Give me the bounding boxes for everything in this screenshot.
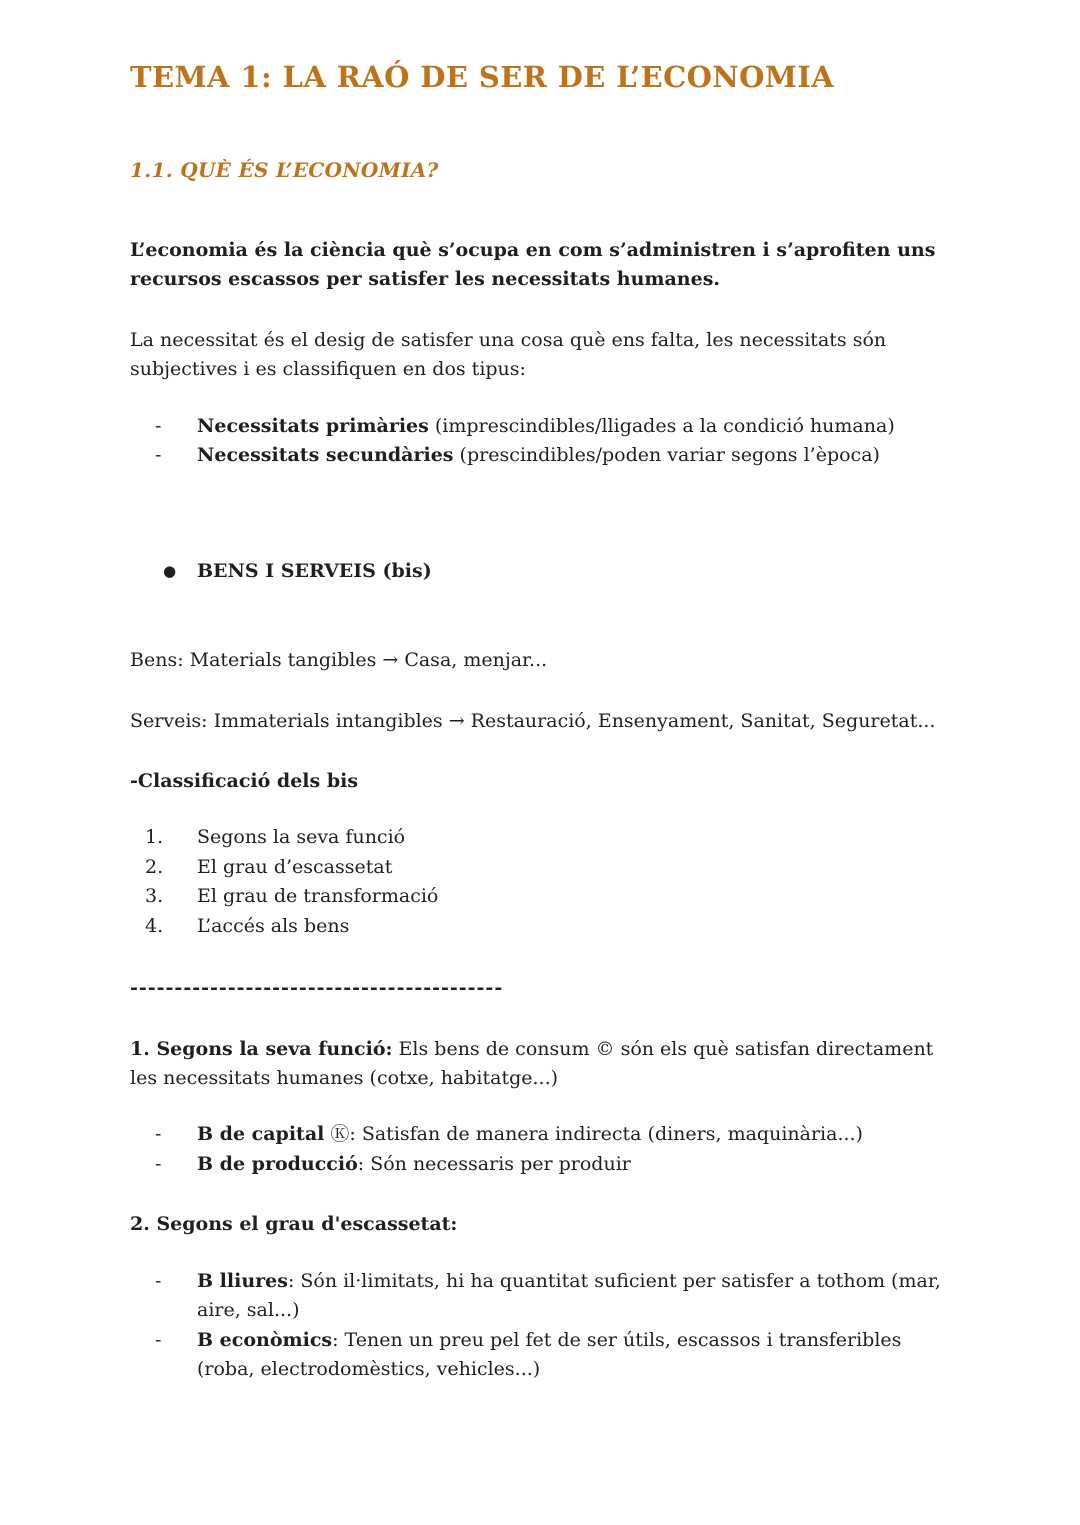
list-item <box>130 1150 950 1179</box>
funcio-paragraph <box>130 1035 950 1094</box>
classificacio-list <box>130 823 950 941</box>
escassetat-list <box>130 1267 950 1385</box>
escassetat-heading: 2. Segons el grau d'escassetat: <box>130 1213 458 1236</box>
list-number: 3. <box>145 885 164 908</box>
list-item-term: Necessitats primàries <box>197 414 429 437</box>
list-item <box>130 1120 950 1149</box>
bens-line: Bens: Materials tangibles → Casa, menjar... <box>130 649 548 672</box>
dash-marker: - <box>155 414 162 437</box>
necessitat-paragraph: La necessitat és el desig de satisfer una cosa què ens falta, les necessitats són subjectives i es classifiquen en dos tipus: <box>130 328 887 381</box>
needs-list <box>130 412 950 471</box>
funcio-lead: 1. Segons la seva funció: <box>130 1037 393 1060</box>
list-number: 1. <box>145 826 164 849</box>
list-item-text: El grau d’escassetat <box>197 855 393 878</box>
list-item-desc: (imprescindibles/lligades a la condició humana) <box>428 414 895 437</box>
list-item <box>130 1267 950 1326</box>
classificacio-heading: -Classificació dels bis <box>130 769 359 792</box>
funcio-list <box>130 1120 950 1179</box>
list-item <box>130 882 950 911</box>
list-item <box>130 1326 950 1385</box>
list-number: 2. <box>145 855 164 878</box>
dash-marker: - <box>155 1123 162 1146</box>
list-item-text: Segons la seva funció <box>197 826 406 849</box>
list-item <box>130 912 950 941</box>
list-item <box>130 412 950 441</box>
dash-marker: - <box>155 1269 162 1292</box>
list-item-desc: : Tenen un preu pel fet de ser útils, escassos i transferibles (roba, electrodomèstics, vehicles...) <box>197 1328 902 1381</box>
list-item-term: Necessitats secundàries <box>197 444 454 467</box>
list-item-desc: (prescindibles/poden variar segons l’època) <box>453 444 880 467</box>
dash-marker: - <box>155 1328 162 1351</box>
dashed-separator: ------------------------------------------ <box>130 977 504 1000</box>
list-item-desc: : Són necessaris per produir <box>357 1152 631 1175</box>
list-item <box>130 853 950 882</box>
list-item-text: El grau de transformació <box>197 885 439 908</box>
list-item <box>130 823 950 852</box>
list-item <box>130 441 950 470</box>
list-item-term: B lliures <box>197 1269 288 1292</box>
section-heading: 1.1. QUÈ ÉS L’ECONOMIA? <box>130 158 439 182</box>
list-item-term: B de capital <box>197 1123 325 1146</box>
serveis-line: Serveis: Immaterials intangibles → Restauració, Ensenyament, Sanitat, Seguretat... <box>130 709 936 732</box>
list-item-term: B econòmics <box>197 1328 333 1351</box>
dash-marker: - <box>155 444 162 467</box>
list-number: 4. <box>145 914 164 937</box>
list-item-term: B de producció <box>197 1152 358 1175</box>
list-item-text: L’accés als bens <box>197 914 350 937</box>
bens-serveis-heading-row <box>130 557 950 586</box>
list-item-desc: : Són il·limitats, hi ha quantitat suficient per satisfer a tothom (mar, aire, sal...) <box>197 1269 941 1322</box>
bullet-marker: ● <box>163 561 177 580</box>
page-title: TEMA 1: LA RAÓ DE SER DE L’ECONOMIA <box>130 60 835 94</box>
funcio-rest: Els bens de consum © són els què satisfan directament les necessitats humanes (cotxe, habitatge...) <box>130 1037 934 1089</box>
bens-serveis-heading: BENS I SERVEIS (bis) <box>197 559 432 582</box>
dash-marker: - <box>155 1152 162 1175</box>
intro-paragraph: L’economia és la ciència què s’ocupa en com s’administren i s’aprofiten uns recursos escassos per satisfer les necessitats humanes. <box>130 239 936 291</box>
list-item-desc: Ⓚ: Satisfan de manera indirecta (diners, maquinària...) <box>324 1123 863 1146</box>
